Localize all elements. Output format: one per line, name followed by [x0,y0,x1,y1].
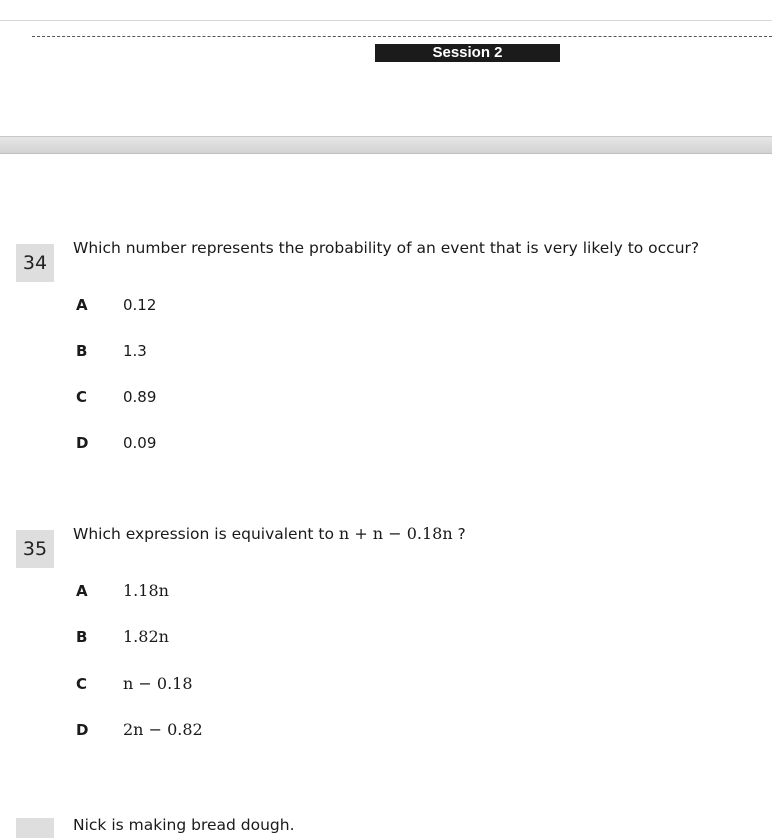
page-break-band [0,136,772,154]
answer-option-b[interactable] [0,626,772,648]
option-text: 1.3 [123,342,147,360]
question-prompt [73,524,466,544]
option-letter: C [76,388,88,406]
question-prompt-partial: Nick is making bread dough. [73,816,295,834]
question-prompt: Which number represents the probability of an event that is very likely to occur? [73,239,700,257]
option-letter: A [76,582,88,600]
option-letter: D [76,434,89,452]
answer-option-d[interactable] [0,432,772,454]
option-text: 0.12 [123,296,157,314]
option-text: 2n − 0.82 [123,720,203,739]
answer-option-a[interactable] [0,580,772,602]
option-letter: B [76,342,88,360]
option-letter: A [76,296,88,314]
answer-option-a[interactable] [0,294,772,316]
prompt-text-end: ? [452,525,466,543]
session-label: Session 2 [375,44,560,62]
question-number-partial [16,818,54,838]
option-letter: C [76,675,88,693]
answer-option-c[interactable] [0,386,772,408]
question-number: 35 [16,530,54,568]
option-letter: B [76,628,88,646]
question-number: 34 [16,244,54,282]
prompt-text: Which expression is equivalent to [73,525,339,543]
answer-option-c[interactable] [0,673,772,695]
option-text: 1.82n [123,627,169,646]
answer-option-b[interactable] [0,340,772,362]
option-text: n − 0.18 [123,674,193,693]
option-text: 0.09 [123,434,157,452]
option-text: 0.89 [123,388,157,406]
option-letter: D [76,721,89,739]
dashed-cut-line [32,36,772,37]
option-text: 1.18n [123,581,169,600]
top-divider [0,20,772,21]
answer-option-d[interactable] [0,719,772,741]
prompt-expression: n + n − 0.18n [338,524,453,543]
